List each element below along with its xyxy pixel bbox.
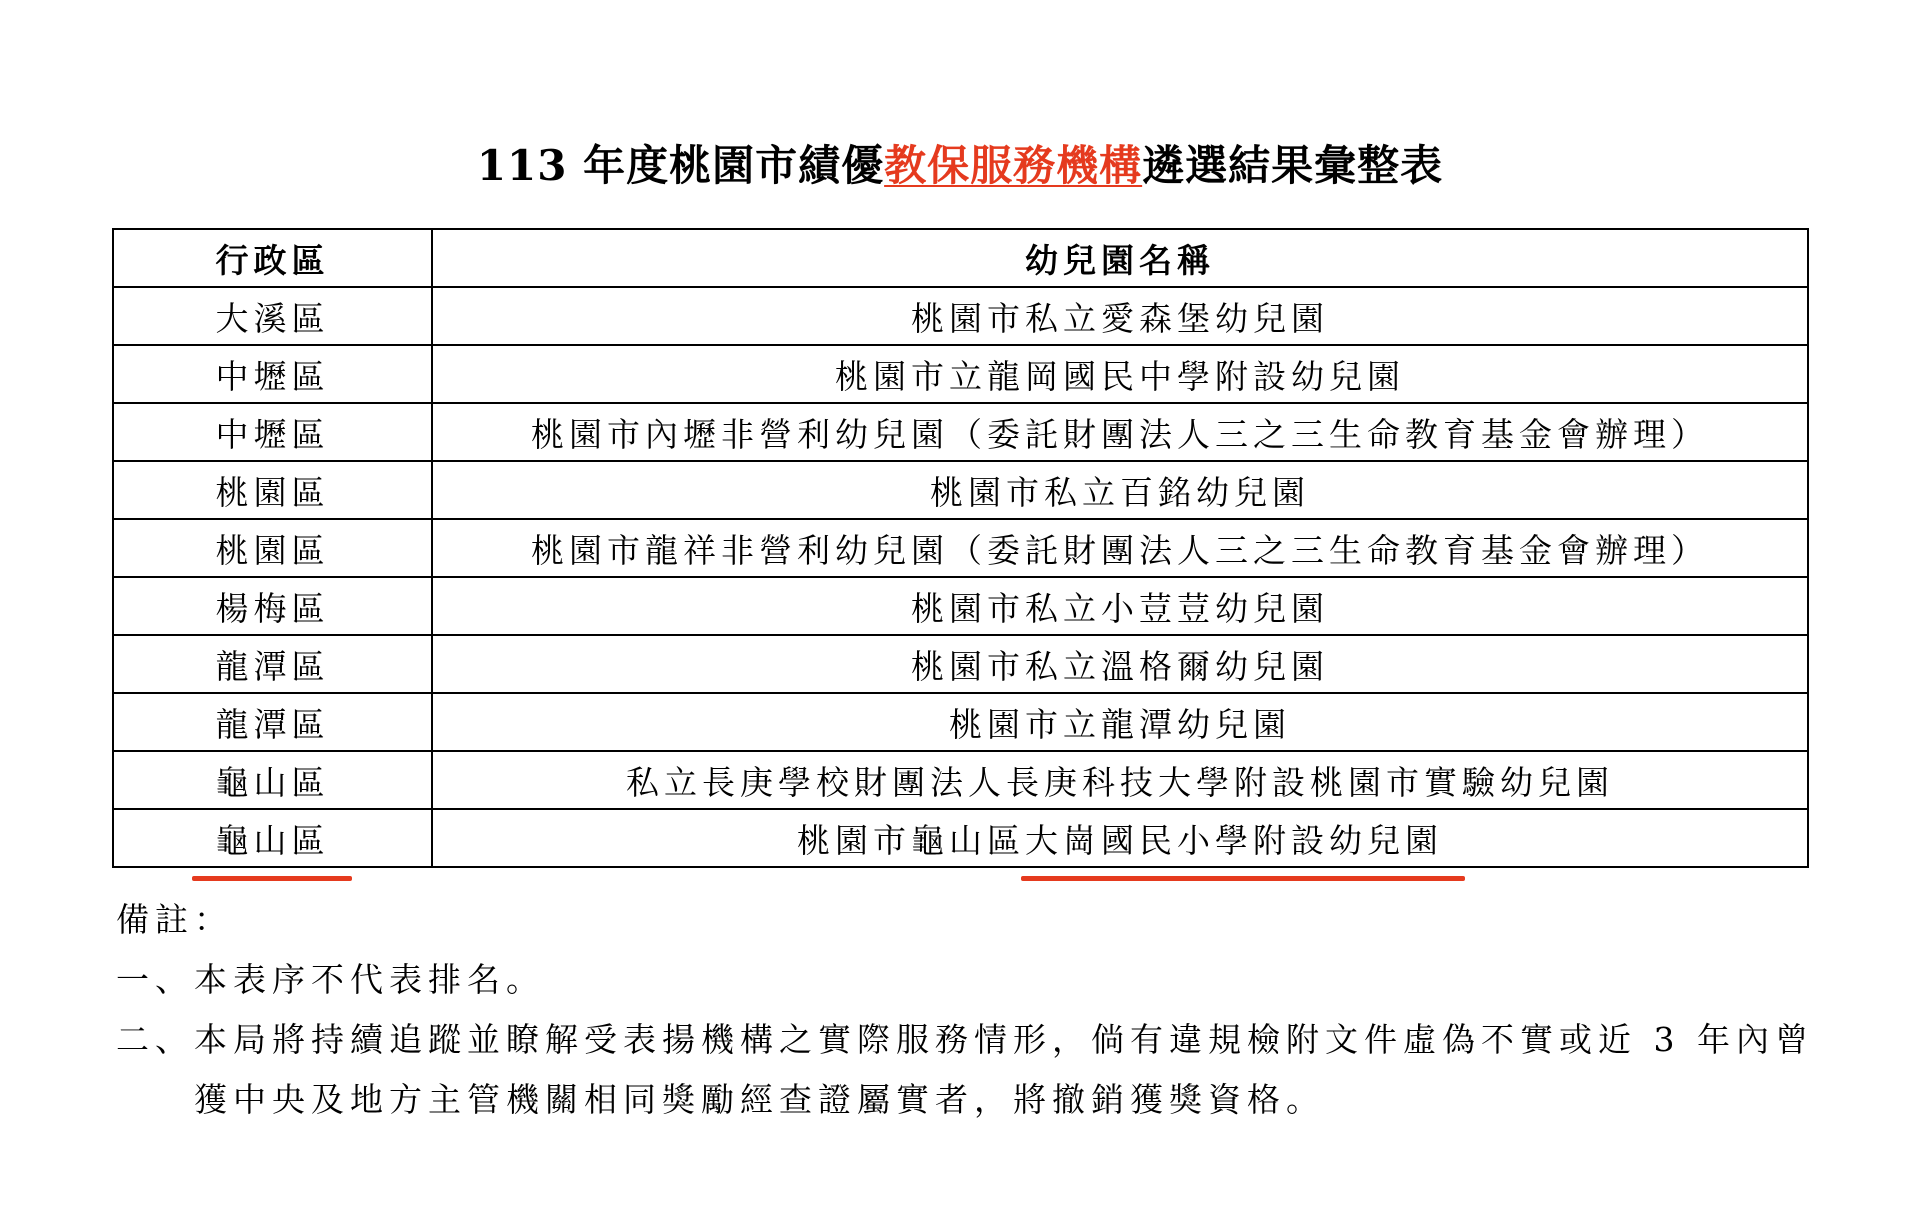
title-highlight: 教保服務機構 [884, 141, 1143, 190]
district-cell: 大溪區 [113, 287, 432, 345]
district-cell: 中壢區 [113, 403, 432, 461]
district-cell: 龍潭區 [113, 635, 432, 693]
title-suffix: 遴選結果彙整表 [1142, 141, 1444, 190]
table-row [113, 809, 1808, 867]
kindergarten-name-cell: 桃園市龜山區大崗國民小學附設幼兒園 [432, 809, 1808, 867]
title-prefix: 113 年度桃園市績優 [476, 141, 885, 190]
district-cell: 桃園區 [113, 461, 432, 519]
district-cell: 龍潭區 [113, 693, 432, 751]
notes-heading: 備註： [116, 900, 233, 939]
table-row [113, 577, 1808, 635]
kindergarten-name-cell: 桃園市龍祥非營利幼兒園（委託財團法人三之三生命教育基金會辦理） [432, 519, 1808, 577]
document-title [0, 136, 1920, 196]
note-item-1: 一、本表序不代表排名。 [116, 960, 545, 999]
table-row [113, 635, 1808, 693]
table-header-row [113, 229, 1808, 287]
district-cell: 龜山區 [113, 751, 432, 809]
table-row [113, 461, 1808, 519]
notes-section [116, 890, 1814, 1130]
table-row [113, 403, 1808, 461]
kindergarten-name-cell: 桃園市私立百銘幼兒園 [432, 461, 1808, 519]
kindergarten-name-cell: 桃園市內壢非營利幼兒園（委託財團法人三之三生命教育基金會辦理） [432, 403, 1808, 461]
results-table [112, 228, 1809, 868]
kindergarten-name-cell: 桃園市立龍岡國民中學附設幼兒園 [432, 345, 1808, 403]
header-district: 行政區 [113, 229, 432, 287]
note-item-2-line-1: 二、本局將持續追蹤並瞭解受表揚機構之實際服務情形，倘有違規檢附文件虛偽不實或近 3 年內曾 [116, 1020, 1814, 1059]
kindergarten-name-cell: 私立長庚學校財團法人長庚科技大學附設桃園市實驗幼兒園 [432, 751, 1808, 809]
table-row [113, 287, 1808, 345]
district-underline-mark [192, 876, 352, 881]
table-row [113, 693, 1808, 751]
district-cell: 龜山區 [113, 809, 432, 867]
header-kindergarten-name: 幼兒園名稱 [432, 229, 1808, 287]
kindergarten-name-cell: 桃園市私立愛森堡幼兒園 [432, 287, 1808, 345]
district-cell: 桃園區 [113, 519, 432, 577]
district-cell: 中壢區 [113, 345, 432, 403]
kindergarten-name-cell: 桃園市立龍潭幼兒園 [432, 693, 1808, 751]
kindergarten-name-cell: 桃園市私立溫格爾幼兒園 [432, 635, 1808, 693]
table-row [113, 519, 1808, 577]
name-underline-mark [1021, 876, 1465, 881]
table-row [113, 345, 1808, 403]
district-cell: 楊梅區 [113, 577, 432, 635]
kindergarten-name-cell: 桃園市私立小荳荳幼兒園 [432, 577, 1808, 635]
table-row [113, 751, 1808, 809]
note-item-2-line-2: 獲中央及地方主管機關相同獎勵經查證屬實者，將撤銷獲獎資格。 [194, 1080, 1325, 1119]
